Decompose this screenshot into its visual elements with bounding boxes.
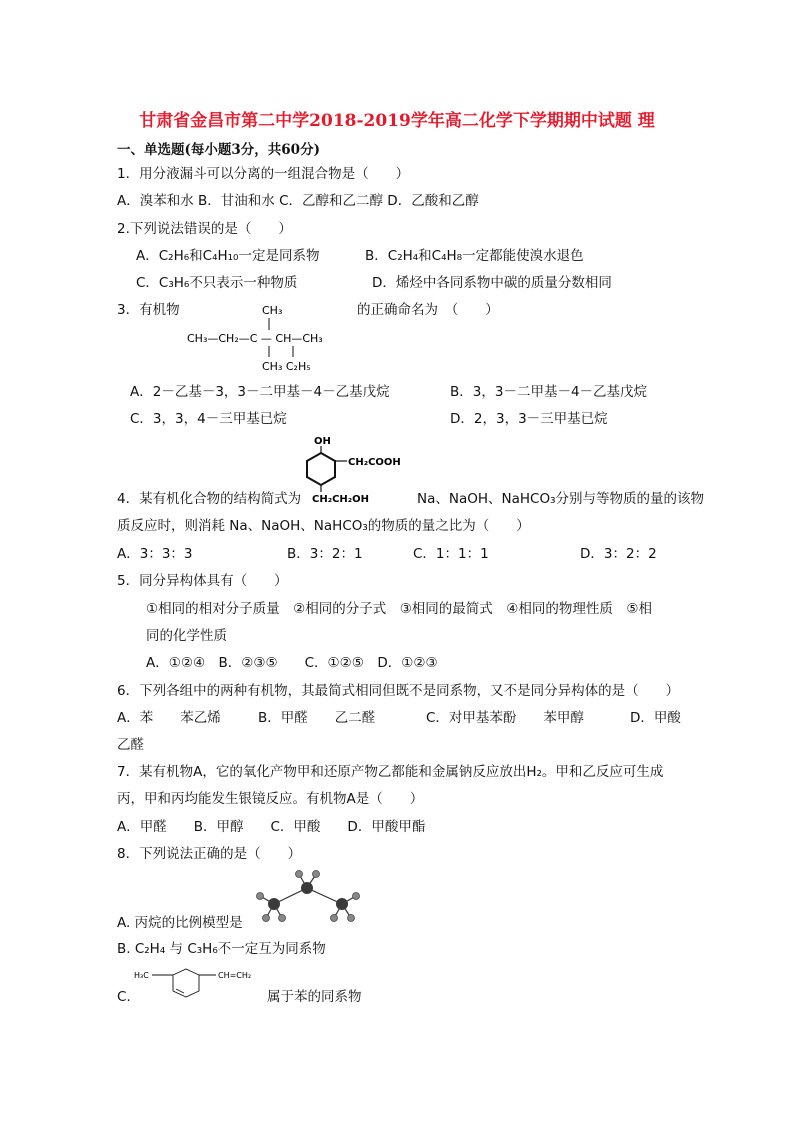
q7-line2: 丙，甲和丙均能发生银镜反应。有机物A是（ ） — [117, 791, 424, 807]
q3-option-a: A．2－乙基－3，3－二甲基－4－乙基戊烷 — [130, 384, 390, 400]
q8-option-c-prefix: C. — [117, 989, 131, 1005]
q6-stem: 6．下列各组中的两种有机物，其最简式相同但既不是同系物，又不是同分异构体的是（ ） — [117, 683, 680, 699]
q4-struct-bottom: CH₂CH₂OH — [312, 494, 370, 504]
q2-option-a: A．C₂H₆和C₄H₁₀一定是同系物 — [136, 248, 320, 264]
q8-c-struct-right: CH=CH₂ — [218, 971, 252, 980]
q3-stem-prefix: 3．有机物 — [117, 302, 180, 318]
q4-option-a: A．3：3：3 — [117, 546, 193, 562]
q3-struct-bottom: CH₃ C₂H₅ — [262, 360, 311, 373]
q4-stem-prefix: 4．某有机化合物的结构简式为 — [117, 491, 302, 507]
q4-structure — [295, 432, 425, 504]
q7-options: A．甲醛 B．甲醇 C．甲酸 D．甲酸甲酯 — [117, 819, 426, 835]
q8-option-a: A. 丙烷的比例模型是 — [117, 915, 243, 931]
q2-option-c: C．C₃H₆不只表示一种物质 — [136, 275, 298, 291]
q5-options: A．①②④ B．②③⑤ C．①②⑤ D．①②③ — [146, 655, 438, 671]
q3-option-c: C．3，3，4－三甲基已烷 — [130, 411, 287, 427]
q4-stem-line2: 质反应时，则消耗 Na、NaOH、NaHCO₃的物质的量之比为（ ） — [117, 518, 530, 534]
q6-option-b: B．甲醛 乙二醛 — [258, 710, 376, 726]
q2-option-d: D．烯烃中各同系物中碳的质量分数相同 — [372, 275, 612, 291]
q1-stem: 1．用分液漏斗可以分离的一组混合物是（ ） — [117, 166, 410, 182]
q3-struct-top: CH₃ — [262, 304, 283, 317]
q6-option-d: D．甲酸 — [630, 710, 681, 726]
q3-struct-main: CH₃—CH₂—C — CH—CH₃ — [187, 332, 323, 345]
q6-option-a: A．苯 苯乙烯 — [117, 710, 221, 726]
q1-options: A．溴苯和水 B．甘油和水 C．乙醇和乙二醇 D．乙酸和乙醇 — [117, 193, 479, 209]
q3-structure — [185, 300, 355, 376]
q4-option-c: C．1：1：1 — [413, 546, 489, 562]
q8-c-struct-left: H₃C — [134, 971, 149, 980]
q2-stem: 2.下列说法错误的是（ ） — [117, 221, 292, 237]
q6-option-c: C．对甲基苯酚 苯甲醇 — [426, 710, 584, 726]
q4-option-d: D．3：2：2 — [580, 546, 657, 562]
exam-title: 甘肃省金昌市第二中学2018-2019学年高二化学下学期期中试题 理 — [139, 111, 655, 131]
q4-stem-suffix: Na、NaOH、NaHCO₃分别与等物质的量的该物 — [417, 491, 705, 507]
q5-line2: 同的化学性质 — [146, 628, 227, 644]
q4-option-b: B．3：2：1 — [287, 546, 363, 562]
q7-line1: 7．某有机物A，它的氧化产物甲和还原产物乙都能和金属钠反应放出H₂。甲和乙反应可生成 — [117, 764, 664, 780]
q4-struct-oh: OH — [314, 436, 331, 447]
q8-option-c-suffix: 属于苯的同系物 — [267, 989, 362, 1005]
q6-option-d-cont: 乙醛 — [117, 737, 144, 753]
q8-option-b: B. C₂H₄ 与 C₃H₆不一定互为同系物 — [117, 941, 326, 957]
q4-struct-side: CH₂COOH — [348, 457, 401, 468]
propane-model-image — [252, 866, 364, 930]
q8-stem: 8．下列说法正确的是（ ） — [117, 846, 302, 862]
section-heading: 一、单选题(每小题3分，共60分) — [117, 142, 320, 158]
q2-option-b: B．C₂H₄和C₄H₈一定都能使溴水退色 — [365, 248, 584, 264]
q5-stem: 5．同分异构体具有（ ） — [117, 573, 288, 589]
q3-option-b: B．3，3－二甲基－4－乙基戊烷 — [450, 384, 648, 400]
q3-option-d: D．2，3，3－三甲基已烷 — [450, 411, 608, 427]
q5-line1: ①相同的相对分子质量 ②相同的分子式 ③相同的最简式 ④相同的物理性质 ⑤相 — [146, 601, 653, 617]
q3-stem-suffix: 的正确命名为 （ ） — [357, 302, 499, 318]
q8-c-structure — [132, 966, 272, 1010]
